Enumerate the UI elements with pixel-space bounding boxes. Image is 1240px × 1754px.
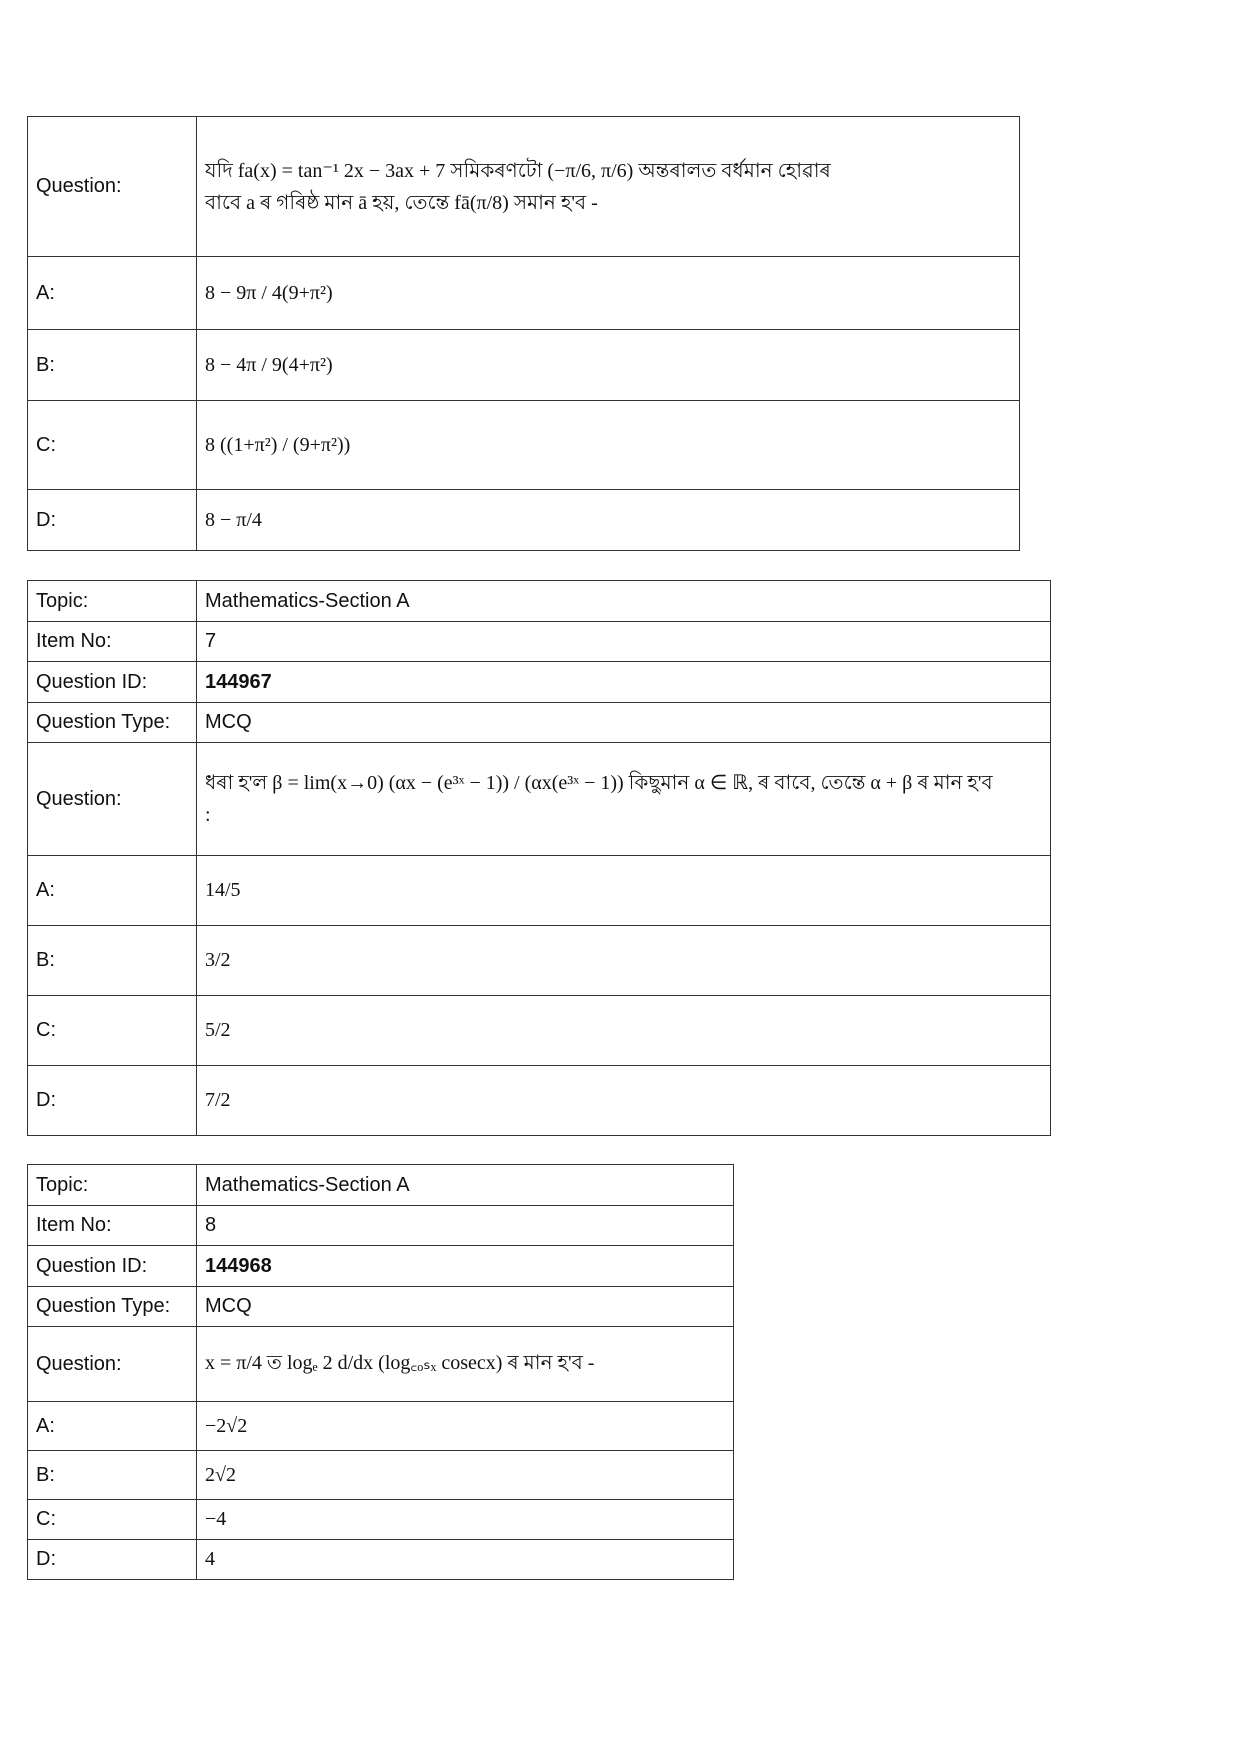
topic-label: Topic: <box>28 581 197 622</box>
option-d-text[interactable]: 4 <box>197 1540 734 1580</box>
item-no-label: Item No: <box>28 1206 197 1246</box>
option-b-text[interactable]: 8 − 4π / 9(4+π²) <box>197 330 1020 401</box>
question-text <box>197 743 1051 856</box>
topic-label: Topic: <box>28 1165 197 1206</box>
question-type-value: MCQ <box>197 1287 734 1327</box>
question-label: Question: <box>28 1327 197 1402</box>
item-no-label: Item No: <box>28 622 197 662</box>
option-c-text[interactable]: 8 ((1+π²) / (9+π²)) <box>197 401 1020 490</box>
question-line-2: : <box>205 804 211 826</box>
question-type-value: MCQ <box>197 703 1051 743</box>
question-table-7 <box>27 580 1051 1136</box>
question-id-label: Question ID: <box>28 662 197 703</box>
option-b-label: B: <box>28 330 197 401</box>
option-b-label: B: <box>28 1451 197 1500</box>
option-b-text[interactable]: 2√2 <box>197 1451 734 1500</box>
option-c-label: C: <box>28 996 197 1066</box>
option-c-label: C: <box>28 401 197 490</box>
item-no-value: 8 <box>197 1206 734 1246</box>
option-b-label: B: <box>28 926 197 996</box>
option-c-text[interactable]: 5/2 <box>197 996 1051 1066</box>
option-c-text[interactable]: −4 <box>197 1500 734 1540</box>
option-a-label: A: <box>28 257 197 330</box>
question-table-6 <box>27 116 1020 551</box>
option-d-label: D: <box>28 1540 197 1580</box>
question-label: Question: <box>28 117 197 257</box>
question-id-value: 144968 <box>197 1246 734 1287</box>
option-a-text[interactable]: 8 − 9π / 4(9+π²) <box>197 257 1020 330</box>
option-a-text[interactable]: −2√2 <box>197 1402 734 1451</box>
question-id-label: Question ID: <box>28 1246 197 1287</box>
question-type-label: Question Type: <box>28 703 197 743</box>
question-id-value: 144967 <box>197 662 1051 703</box>
option-a-text[interactable]: 14/5 <box>197 856 1051 926</box>
option-d-text[interactable]: 7/2 <box>197 1066 1051 1136</box>
option-b-text[interactable]: 3/2 <box>197 926 1051 996</box>
option-a-label: A: <box>28 856 197 926</box>
question-type-label: Question Type: <box>28 1287 197 1327</box>
question-line-1: যদি fa(x) = tan⁻¹ 2x − 3ax + 7 সমিকৰণটো (−π/6, π/6) অন্তৰালত বৰ্ধমান হোৱাৰ <box>205 159 831 182</box>
question-text: x = π/4 ত logₑ 2 d/dx (log꜀ₒₛₓ cosecx) ৰ মান হ'ব - <box>197 1327 734 1402</box>
option-c-label: C: <box>28 1500 197 1540</box>
question-line-2: বাবে a ৰ গৰিষ্ঠ মান ā হয়, তেন্তে fā(π/8) সমান হ'ব - <box>205 191 598 214</box>
question-table-8 <box>27 1164 734 1580</box>
question-line-1: ধৰা হ'ল β = lim(x→0) (αx − (e³ˣ − 1)) / (αx(e³ˣ − 1)) কিছুমান α ∈ ℝ, ৰ বাবে, তেন্তে α + β ৰ মান হ'ব <box>205 772 993 794</box>
option-a-label: A: <box>28 1402 197 1451</box>
topic-value: Mathematics-Section A <box>197 1165 734 1206</box>
option-d-label: D: <box>28 1066 197 1136</box>
option-d-label: D: <box>28 490 197 551</box>
question-label: Question: <box>28 743 197 856</box>
question-text <box>197 117 1020 257</box>
topic-value: Mathematics-Section A <box>197 581 1051 622</box>
item-no-value: 7 <box>197 622 1051 662</box>
option-d-text[interactable]: 8 − π/4 <box>197 490 1020 551</box>
